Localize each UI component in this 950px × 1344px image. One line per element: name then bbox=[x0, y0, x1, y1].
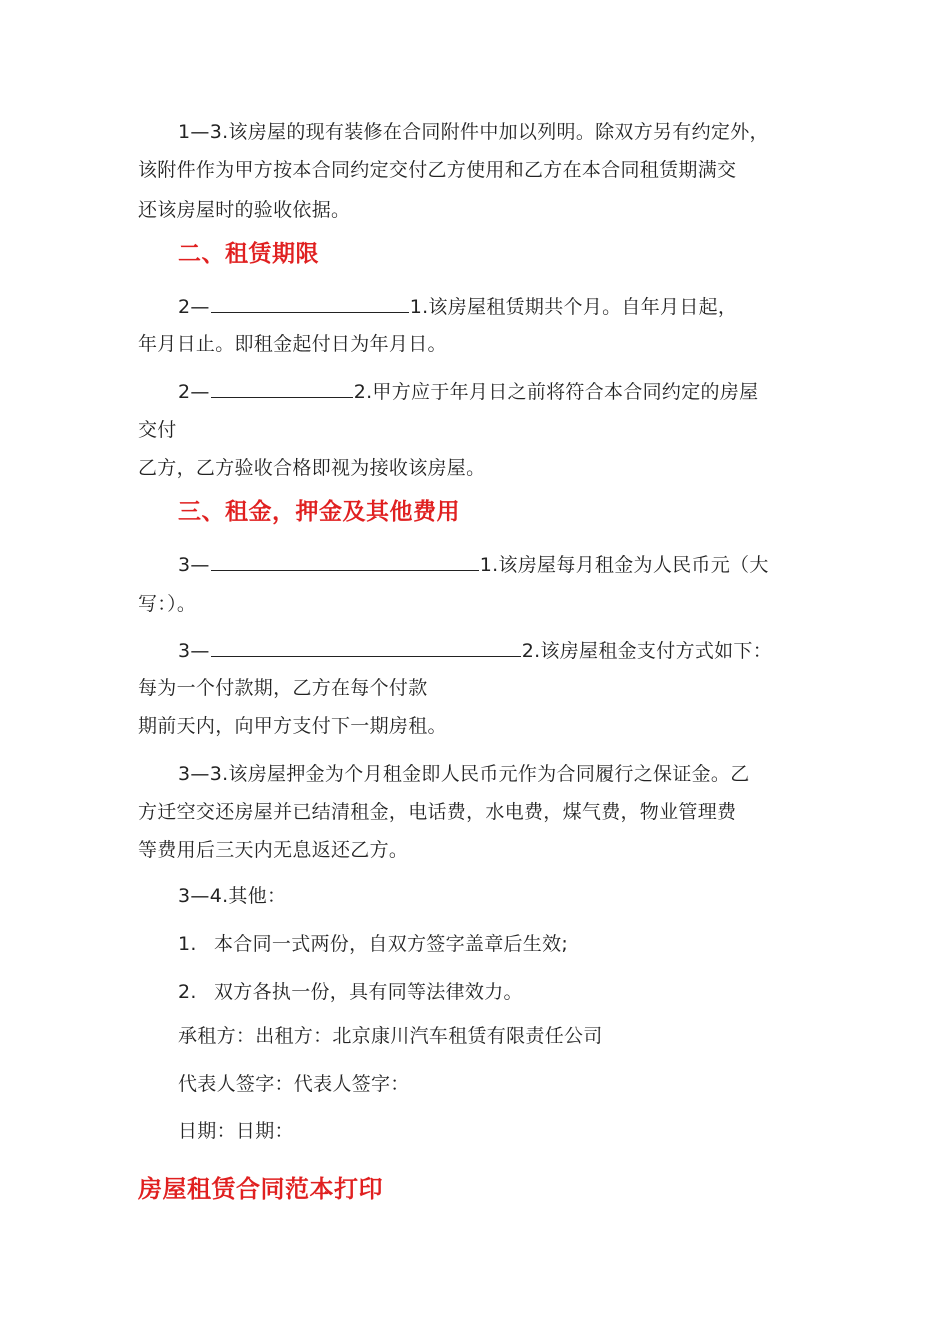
clause-3-2-text: 2.该房屋租金支付方式如下： bbox=[521, 640, 773, 662]
list-item-text: 本合同一式两份，自双方签字盖章后生效; bbox=[214, 933, 569, 955]
signature-representatives: 代表人签字：代表人签字： bbox=[178, 1073, 410, 1095]
fill-in-blank bbox=[211, 379, 353, 398]
list-item-text: 双方各执一份，具有同等法律效力。 bbox=[214, 981, 523, 1003]
clause-2-2-text: 2.甲方应于年月日之前将符合本合同约定的房屋 bbox=[353, 381, 759, 403]
list-item-number: 1. bbox=[178, 933, 197, 955]
document-title: 房屋租赁合同范本打印 bbox=[138, 1175, 383, 1203]
clause-3-1-line-2: 写：）。 bbox=[138, 593, 197, 615]
section-heading-rent-deposit: 三、租金，押金及其他费用 bbox=[178, 499, 460, 525]
clause-2-2-line-3: 乙方，乙方验收合格即视为接收该房屋。 bbox=[138, 457, 486, 479]
clause-2-2-line-2: 交付 bbox=[138, 419, 177, 441]
clause-3-1-text: 1.该房屋每月租金为人民币元（大 bbox=[479, 554, 769, 576]
list-item-number: 2. bbox=[178, 981, 197, 1003]
clause-2-1-line-2: 年月日止。即租金起付日为年月日。 bbox=[138, 333, 447, 355]
clause-1-3-line-2: 该附件作为甲方按本合同约定交付乙方使用和乙方在本合同租赁期满交 bbox=[138, 159, 737, 181]
clause-2-1-text: 1.该房屋租赁期共个月。自年月日起， bbox=[409, 296, 738, 318]
clause-3-2-line-3: 期前天内，向甲方支付下一期房租。 bbox=[138, 715, 447, 737]
clause-2-1-line-1 bbox=[178, 294, 737, 319]
list-item bbox=[178, 980, 523, 1004]
clause-3-3-line-3: 等费用后三天内无息返还乙方。 bbox=[138, 839, 409, 861]
fill-in-blank bbox=[211, 552, 479, 571]
signature-dates: 日期：日期： bbox=[178, 1120, 294, 1142]
clause-2-1-prefix: 2— bbox=[178, 296, 210, 318]
clause-3-3-line-2: 方迁空交还房屋并已结清租金，电话费，水电费，煤气费，物业管理费 bbox=[138, 801, 737, 823]
list-item bbox=[178, 932, 568, 956]
clause-3-4: 3—4.其他： bbox=[178, 885, 287, 907]
clause-1-3-line-3: 还该房屋时的验收依据。 bbox=[138, 199, 351, 221]
clause-3-2-line-1 bbox=[178, 638, 772, 663]
clause-2-2-prefix: 2— bbox=[178, 381, 210, 403]
fill-in-blank bbox=[211, 638, 521, 657]
signature-parties: 承租方：出租方：北京康川汽车租赁有限责任公司 bbox=[178, 1025, 603, 1047]
clause-3-2-line-2: 每为一个付款期，乙方在每个付款 bbox=[138, 677, 428, 699]
clause-2-2-line-1 bbox=[178, 379, 758, 404]
clause-3-2-prefix: 3— bbox=[178, 640, 210, 662]
clause-1-3-line-1: 1—3.该房屋的现有装修在合同附件中加以列明。除双方另有约定外， bbox=[178, 121, 769, 143]
section-heading-lease-term: 二、租赁期限 bbox=[178, 241, 319, 267]
clause-3-3-line-1: 3—3.该房屋押金为个月租金即人民币元作为合同履行之保证金。乙 bbox=[178, 763, 750, 785]
clause-3-1-line-1 bbox=[178, 552, 769, 577]
fill-in-blank bbox=[211, 294, 409, 313]
clause-3-1-prefix: 3— bbox=[178, 554, 210, 576]
